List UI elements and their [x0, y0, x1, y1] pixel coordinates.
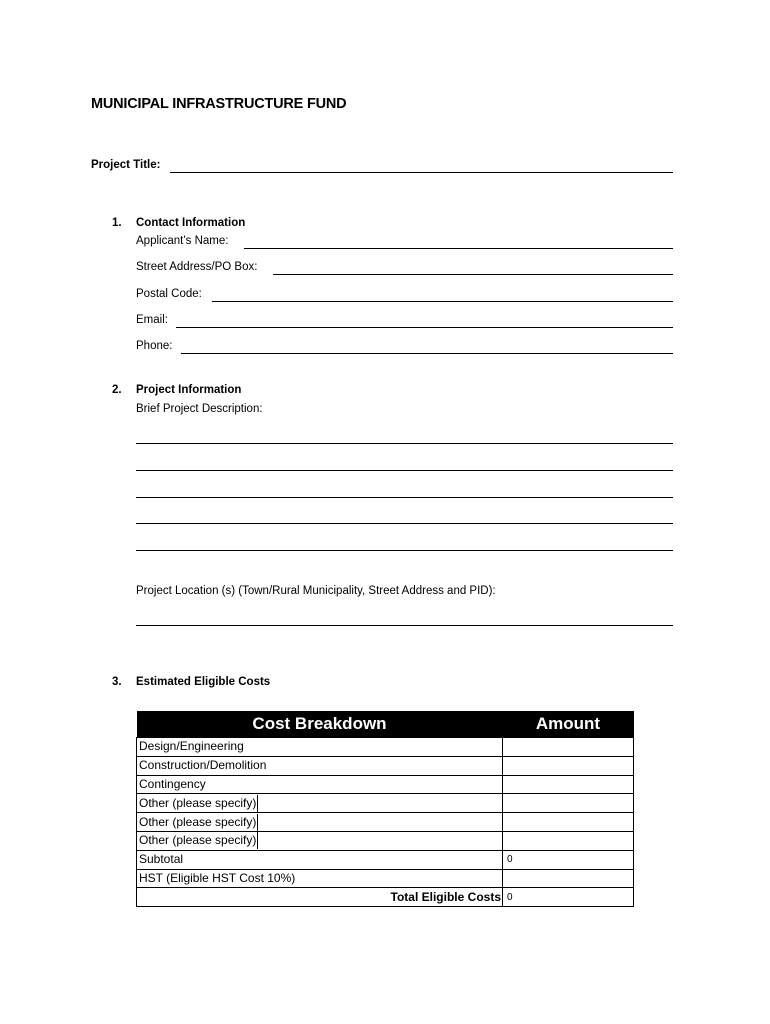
- row-label: HST (Eligible HST Cost 10%): [137, 869, 503, 888]
- table-row: [137, 756, 634, 775]
- amount-cell[interactable]: [503, 831, 634, 850]
- other-specify-cell[interactable]: [137, 831, 503, 850]
- project-location-label: Project Location (s) (Town/Rural Municipality, Street Address and PID):: [136, 585, 496, 597]
- total-label: Total Eligible Costs: [137, 888, 503, 907]
- table-row: [137, 869, 634, 888]
- table-row: [137, 738, 634, 757]
- cost-breakdown-table: [136, 711, 634, 907]
- street-address-label: Street Address/PO Box:: [136, 261, 258, 273]
- postal-code-field[interactable]: [212, 301, 673, 302]
- amount-cell[interactable]: [503, 794, 634, 813]
- phone-field[interactable]: [181, 353, 673, 354]
- email-field[interactable]: [176, 327, 673, 328]
- project-title-field[interactable]: [170, 172, 673, 173]
- table-row: [137, 831, 634, 850]
- description-line-5[interactable]: [136, 550, 673, 551]
- amount-cell[interactable]: [503, 869, 634, 888]
- description-line-4[interactable]: [136, 523, 673, 524]
- amount-cell[interactable]: [503, 775, 634, 794]
- applicant-name-label: Applicant’s Name:: [136, 235, 229, 247]
- other-specify-cell[interactable]: [137, 813, 503, 832]
- table-row: [137, 813, 634, 832]
- amount-cell[interactable]: [503, 756, 634, 775]
- table-row: [137, 775, 634, 794]
- section-3-heading: Estimated Eligible Costs: [136, 676, 271, 688]
- row-label: Other (please specify): [139, 833, 257, 848]
- table-header-row: [137, 711, 634, 738]
- applicant-name-field[interactable]: [244, 248, 673, 249]
- amount-cell[interactable]: [503, 813, 634, 832]
- description-line-3[interactable]: [136, 497, 673, 498]
- postal-code-label: Postal Code:: [136, 288, 202, 300]
- row-label: Subtotal: [137, 850, 503, 869]
- table-row-total: [137, 888, 634, 907]
- table-row: [137, 850, 634, 869]
- subtotal-amount: 0: [503, 850, 634, 869]
- row-label: Other (please specify): [139, 795, 257, 810]
- description-label: Brief Project Description:: [136, 403, 263, 415]
- description-line-1[interactable]: [136, 443, 673, 444]
- table-row: [137, 794, 634, 813]
- description-line-2[interactable]: [136, 470, 673, 471]
- cost-breakdown-header: Cost Breakdown: [137, 711, 503, 738]
- phone-label: Phone:: [136, 340, 173, 352]
- amount-header: Amount: [503, 711, 634, 738]
- section-2-heading: Project Information: [136, 384, 242, 396]
- form-title: MUNICIPAL INFRASTRUCTURE FUND: [91, 96, 347, 112]
- street-address-field[interactable]: [273, 274, 673, 275]
- section-1-heading: Contact Information: [136, 217, 246, 229]
- row-label: Construction/Demolition: [137, 756, 503, 775]
- row-label: Design/Engineering: [137, 738, 503, 757]
- section-2-number: 2.: [112, 384, 122, 396]
- project-location-field[interactable]: [136, 625, 673, 626]
- row-label: Other (please specify): [139, 814, 257, 829]
- other-specify-cell[interactable]: [137, 794, 503, 813]
- project-title-label: Project Title:: [91, 159, 161, 171]
- email-label: Email:: [136, 314, 168, 326]
- section-3-number: 3.: [112, 676, 122, 688]
- amount-cell[interactable]: [503, 738, 634, 757]
- section-1-number: 1.: [112, 217, 122, 229]
- row-label: Contingency: [137, 775, 503, 794]
- total-amount: 0: [503, 888, 634, 907]
